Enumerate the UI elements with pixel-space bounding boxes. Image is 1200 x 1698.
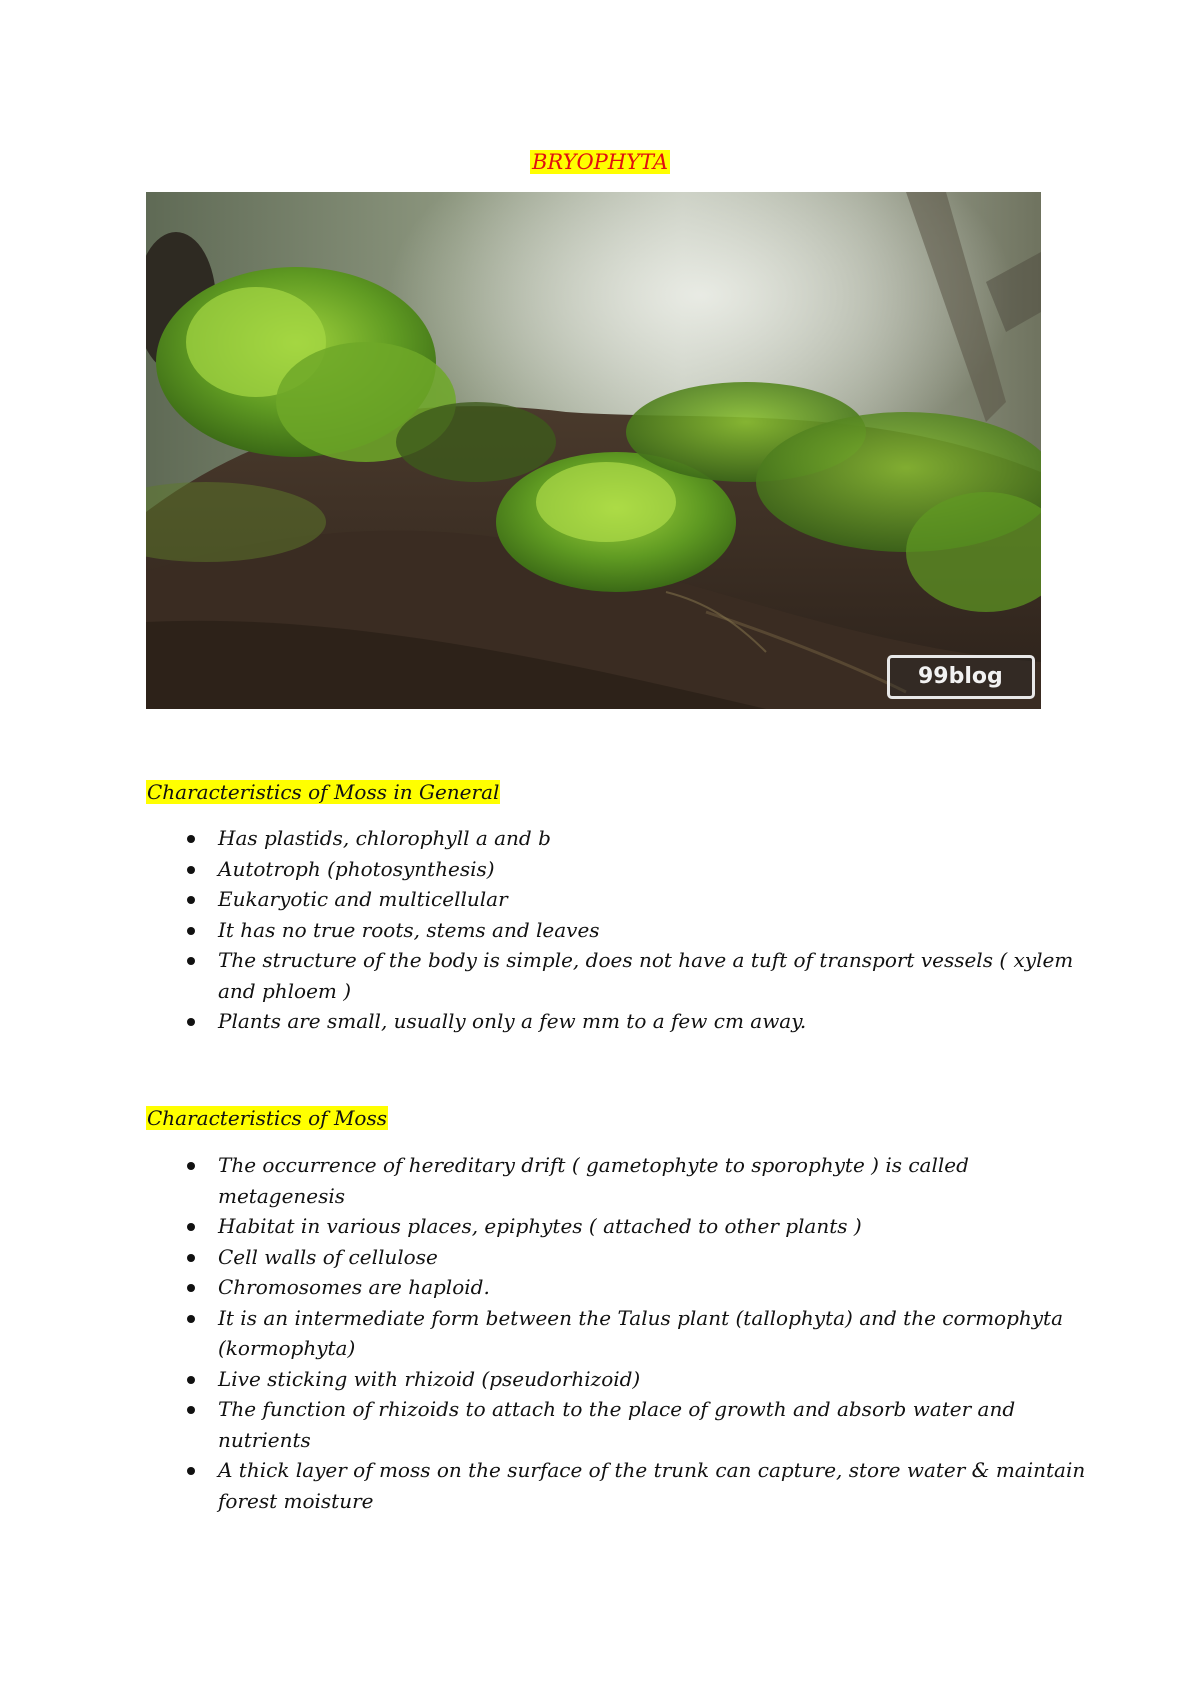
list-item: The function of rhizoids to attach to the place of growth and absorb water and nutrients [146, 1394, 1086, 1455]
general-characteristics-list [146, 823, 1086, 1037]
moss-characteristics-list [146, 1150, 1086, 1516]
list-item: A thick layer of moss on the surface of the trunk can capture, store water & maintain forest moisture [146, 1455, 1086, 1516]
list-item: Autotroph (photosynthesis) [146, 854, 1086, 885]
list-item: Habitat in various places, epiphytes ( attached to other plants ) [146, 1211, 1086, 1242]
list-item: Plants are small, usually only a few mm to a few cm away. [146, 1006, 1086, 1037]
section-heading-general [146, 778, 500, 806]
moss-photo-illustration [146, 192, 1041, 709]
document-title-text: BRYOPHYTA [531, 150, 668, 174]
section-heading-moss-text: Characteristics of Moss [147, 1106, 387, 1130]
moss-photo [146, 192, 1041, 709]
list-item: Eukaryotic and multicellular [146, 884, 1086, 915]
document-title [0, 148, 1200, 176]
list-item: Live sticking with rhizoid (pseudorhizoid) [146, 1364, 1086, 1395]
list-item: The occurrence of hereditary drift ( gametophyte to sporophyte ) is called metagenesis [146, 1150, 1086, 1211]
list-item: Cell walls of cellulose [146, 1242, 1086, 1273]
list-item: Chromosomes are haploid. [146, 1272, 1086, 1303]
watermark-logo: 99blog [887, 655, 1035, 699]
list-item: It has no true roots, stems and leaves [146, 915, 1086, 946]
list-item: It is an intermediate form between the Talus plant (tallophyta) and the cormophyta (kormophyta) [146, 1303, 1086, 1364]
list-item: The structure of the body is simple, does not have a tuft of transport vessels ( xylem and phloem ) [146, 945, 1086, 1006]
section-heading-general-text: Characteristics of Moss in General [147, 780, 500, 804]
list-item: Has plastids, chlorophyll a and b [146, 823, 1086, 854]
section-heading-moss [146, 1104, 388, 1132]
